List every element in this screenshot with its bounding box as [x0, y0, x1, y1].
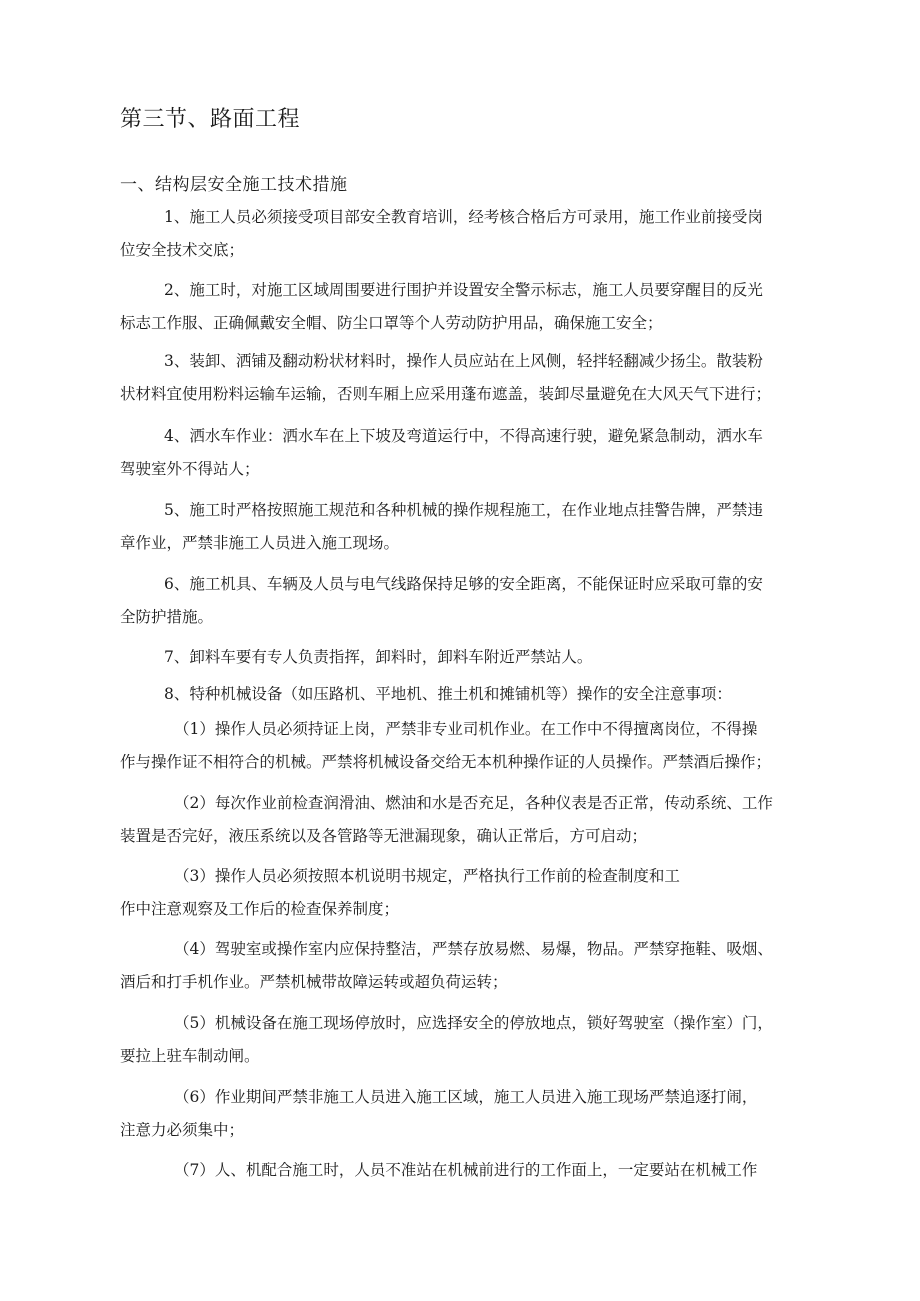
paragraph-line: 章作业，严禁非施工人员进入施工现场。 — [120, 534, 400, 552]
paragraph-8-6 — [120, 1081, 820, 1147]
page-title: 第三节、路面工程 — [120, 107, 301, 132]
paragraph-line: 注意力必须集中； — [120, 1121, 245, 1139]
paragraph-line: （2）每次作业前检查润滑油、燃油和水是否充足，各种仪表是否正常，传动系统、工作 — [174, 794, 773, 812]
paragraph-line: 2、施工时，对施工区域周围要进行围护并设置安全警示标志，施工人员要穿醒目的反光 — [164, 281, 763, 299]
paragraph-line: 5、施工时严格按照施工规范和各种机械的操作规程施工，在作业地点挂警告牌，严禁违 — [164, 501, 763, 519]
paragraph-8-7 — [120, 1154, 820, 1187]
paragraph-line: 1、施工人员必须接受项目部安全教育培训，经考核合格后方可录用，施工作业前接受岗 — [164, 208, 763, 226]
paragraph-1 — [120, 201, 820, 267]
paragraph-7 — [120, 641, 820, 674]
paragraph-line: 作中注意观察及工作后的检查保养制度； — [120, 900, 400, 918]
paragraph-line: 作与操作证不相符合的机械。严禁将机械设备交给无本机种操作证的人员操作。严禁酒后操作； — [120, 753, 772, 771]
paragraph-8-2 — [120, 787, 820, 853]
paragraph-line: （4）驾驶室或操作室内应保持整洁，严禁存放易燃、易爆，物品。严禁穿拖鞋、吸烟、 — [174, 940, 773, 958]
paragraph-line: 状材料宜使用粉料运输车运输，否则车厢上应采用蓬布遮盖，装卸尽量避免在大风天气下进行； — [120, 385, 772, 403]
paragraph-4 — [120, 420, 820, 486]
paragraph-2 — [120, 274, 820, 340]
paragraph-line: 全防护措施。 — [120, 608, 214, 626]
paragraph-line: 标志工作服、正确佩戴安全帽、防尘口罩等个人劳动防护用品，确保施工安全； — [120, 314, 663, 332]
paragraph-line: 7、卸料车要有专人负责指挥，卸料时，卸料车附近严禁站人。 — [164, 648, 593, 666]
paragraph-line: 8、特种机械设备（如压路机、平地机、推土机和摊铺机等）操作的安全注意事项： — [164, 685, 732, 703]
paragraph-line: （7）人、机配合施工时，人员不准站在机械前进行的工作面上，一定要站在机械工作 — [174, 1161, 758, 1179]
paragraph-line: （1）操作人员必须持证上岗，严禁非专业司机作业。在工作中不得擅离岗位，不得操 — [174, 720, 758, 738]
paragraph-line: 位安全技术交底； — [120, 241, 245, 259]
paragraph-8-1 — [120, 713, 820, 779]
paragraph-line: 要拉上驻车制动闸。 — [120, 1047, 260, 1065]
paragraph-line: 4、洒水车作业：洒水车在上下坡及弯道运行中，不得高速行驶，避免紧急制动，洒水车 — [164, 427, 763, 445]
paragraph-3 — [120, 345, 820, 411]
paragraph-line: 3、装卸、洒铺及翻动粉状材料时，操作人员应站在上风侧，轻拌轻翻减少扬尘。散装粉 — [164, 352, 763, 370]
paragraph-line: 酒后和打手机作业。严禁机械带故障运转或超负荷运转； — [120, 973, 508, 991]
paragraph-line: （3）操作人员必须按照本机说明书规定，严格执行工作前的检查制度和工 — [174, 867, 680, 885]
paragraph-8-5 — [120, 1007, 820, 1073]
paragraph-8-3 — [120, 860, 820, 926]
paragraph-line: 装置是否完好，液压系统以及各管路等无泄漏现象，确认正常后，方可启动； — [120, 827, 648, 845]
paragraph-6 — [120, 568, 820, 634]
paragraph-line: （6）作业期间严禁非施工人员进入施工区域，施工人员进入施工现场严禁追逐打闹， — [174, 1088, 758, 1106]
paragraph-line: （5）机械设备在施工现场停放时，应选择安全的停放地点，锁好驾驶室（操作室）门， — [174, 1014, 773, 1032]
paragraph-8 — [120, 678, 820, 711]
section-heading: 一、结构层安全施工技术措施 — [120, 175, 348, 195]
paragraph-5 — [120, 494, 820, 560]
paragraph-line: 驾驶室外不得站人； — [120, 460, 260, 478]
paragraph-8-4 — [120, 933, 820, 999]
paragraph-line: 6、施工机具、车辆及人员与电气线路保持足够的安全距离，不能保证时应采取可靠的安 — [164, 575, 763, 593]
